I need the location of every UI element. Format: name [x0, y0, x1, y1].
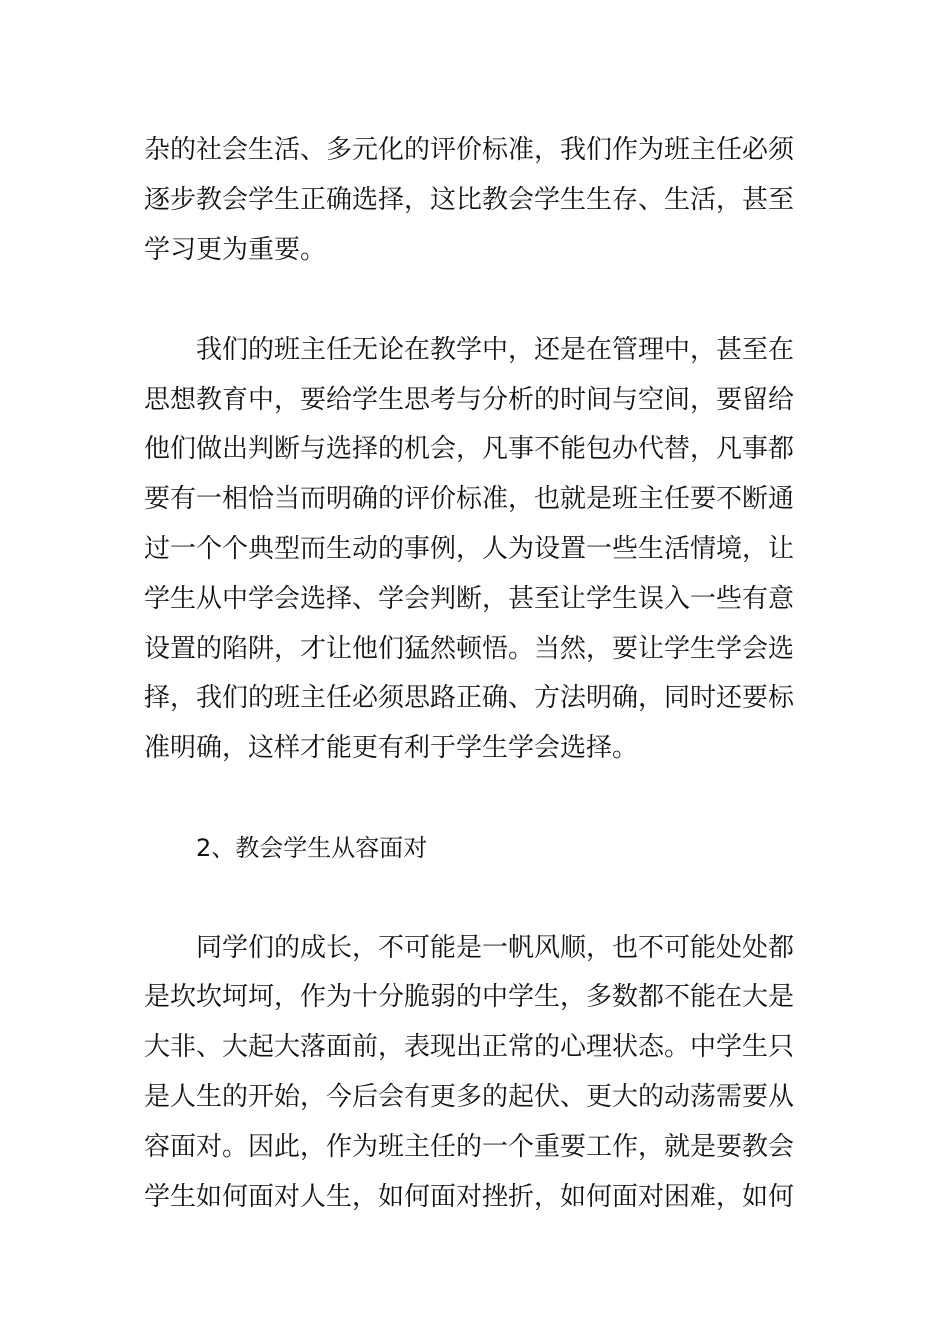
text-line: 设置的陷阱，才让他们猛然顿悟。当然，要让学生学会选 — [144, 634, 795, 664]
text-line: 过一个个典型而生动的事例，人为设置一些生活情境，让 — [144, 534, 795, 564]
text-line: 要有一相恰当而明确的评价标准，也就是班主任要不断通 — [144, 484, 795, 514]
text-line: 他们做出判断与选择的机会，凡事不能包办代替，凡事都 — [144, 434, 795, 464]
text-line: 大非、大起大落面前，表现出正常的心理状态。中学生只 — [144, 1032, 795, 1062]
text-line: 学生从中学会选择、学会判断，甚至让学生误入一些有意 — [144, 584, 795, 614]
text-line: 学习更为重要。 — [144, 235, 327, 265]
text-line: 容面对。因此，作为班主任的一个重要工作，就是要教会 — [144, 1132, 795, 1162]
text-line: 择，我们的班主任必须思路正确、方法明确，同时还要标 — [144, 683, 795, 713]
text-line: 是坎坎坷坷，作为十分脆弱的中学生，多数都不能在大是 — [144, 982, 795, 1012]
text-line: 逐步教会学生正确选择，这比教会学生生存、生活，甚至 — [144, 185, 795, 215]
text-line: 思想教育中，要给学生思考与分析的时间与空间，要留给 — [144, 385, 795, 415]
text-line: 是人生的开始，今后会有更多的起伏、更大的动荡需要从 — [144, 1082, 795, 1112]
text-line: 杂的社会生活、多元化的评价标准，我们作为班主任必须 — [144, 135, 795, 165]
section-heading: 2、教会学生从容面对 — [196, 834, 428, 862]
text-line: 同学们的成长，不可能是一帆风顺，也不可能处处都 — [196, 933, 795, 963]
text-line: 我们的班主任无论在教学中，还是在管理中，甚至在 — [196, 335, 795, 365]
text-line: 学生如何面对人生，如何面对挫折，如何面对困难，如何 — [144, 1182, 795, 1212]
text-line: 准明确，这样才能更有利于学生学会选择。 — [144, 733, 639, 763]
